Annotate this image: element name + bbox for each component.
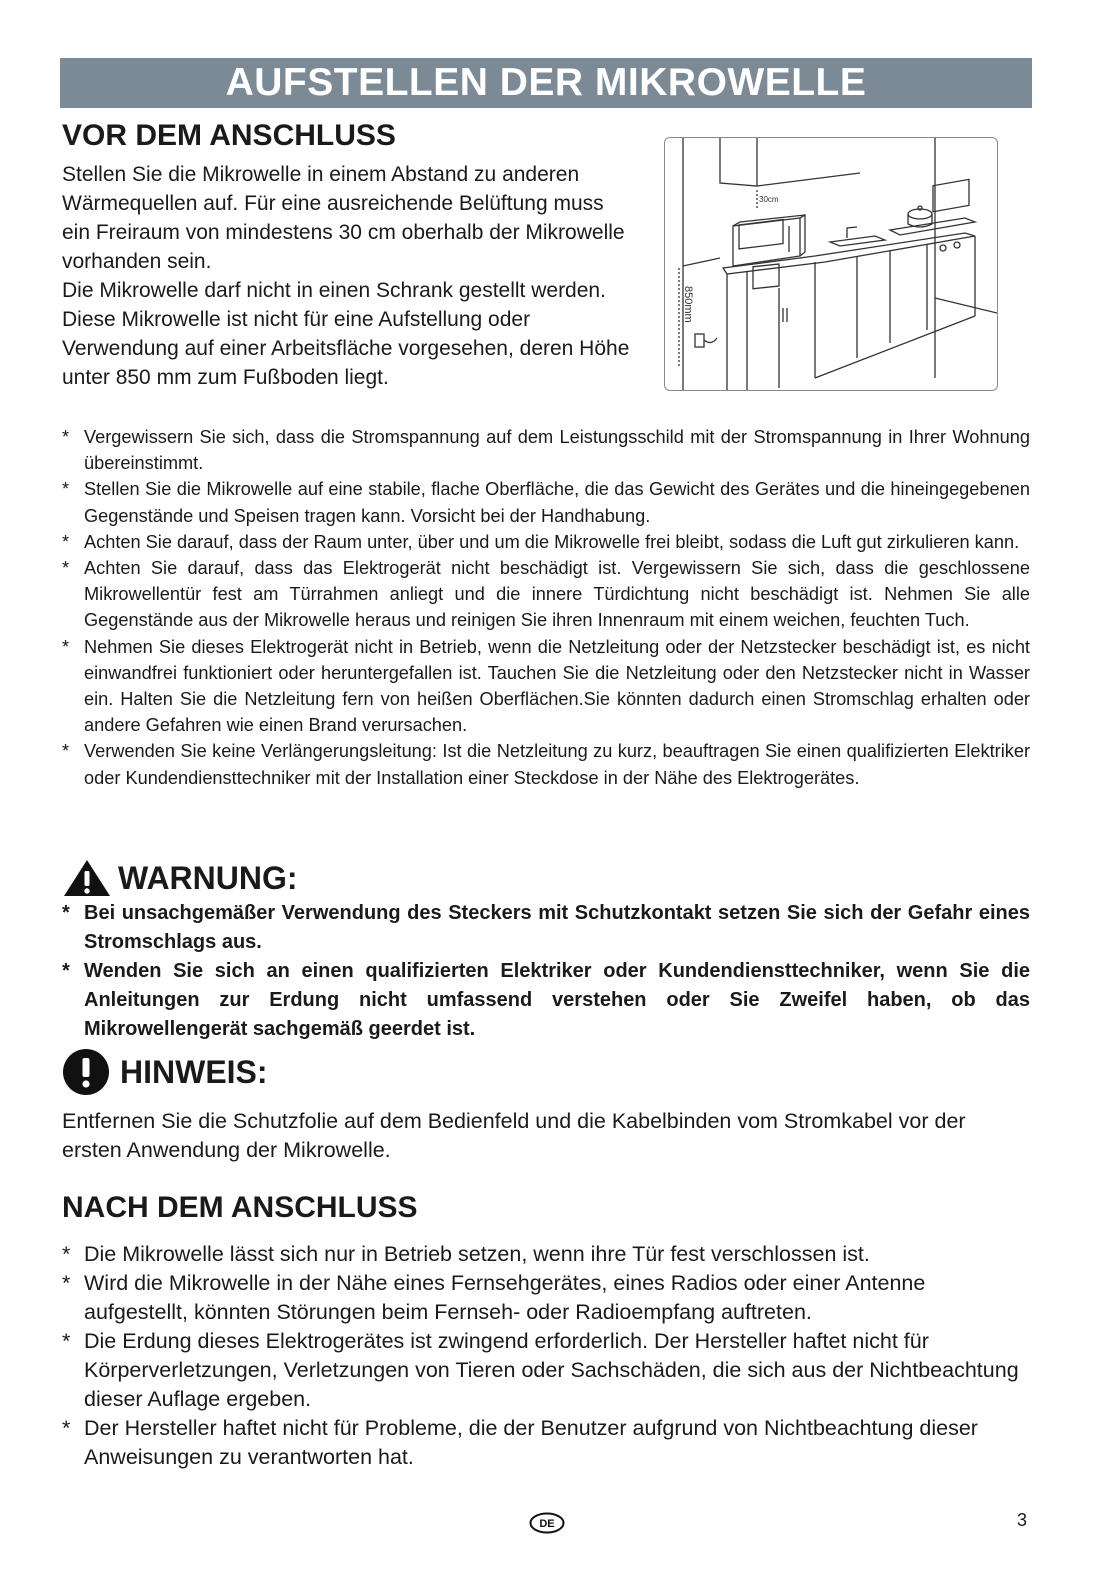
warning-heading: WARNUNG: (118, 860, 298, 896)
hint-heading-row (62, 1048, 268, 1096)
bullet-symbol: * (62, 1329, 71, 1353)
bullet-symbol: * (62, 1242, 71, 1266)
bullet-symbol: * (62, 427, 70, 447)
list-item (62, 634, 1030, 739)
list-item-text: Der Hersteller haftet nicht für Probleme, die der Benutzer aufgrund von Nichtbeachtung dieser Anweisungen zu verantworten hat. (84, 1416, 978, 1469)
list-item-text: Wird die Mikrowelle in der Nähe eines Fernsehgerätes, eines Radios oder einer Antenne aufgestellt, könnten Störungen beim Fernseh- oder Radioempfang auftreten. (84, 1271, 926, 1324)
list-item (62, 1414, 1030, 1472)
page-number: 3 (1017, 1510, 1028, 1530)
list-item (62, 899, 1030, 957)
list-item-text: Die Mikrowelle lässt sich nur in Betrieb setzen, wenn ihre Tür fest verschlossen ist. (84, 1242, 870, 1266)
bullet-symbol: * (62, 1416, 71, 1440)
section-heading-before: VOR DEM ANSCHLUSS (62, 119, 396, 152)
list-item-text: Nehmen Sie dieses Elektrogerät nicht in Betrieb, wenn die Netzleitung oder der Netzstecker beschädigt ist, es nicht einwandfrei funktioniert oder heruntergefallen ist. Tauchen Sie die Netzleitung oder den Netzstecker nicht in Wasser ein. Halten Sie die Netzleitung fern von heißen Oberflächen.Sie könnten dadurch einen Stromschlag erhalten oder andere Gefahren wie einen Brand verursachen. (84, 636, 1030, 736)
warning-list (62, 899, 1030, 1044)
bullet-symbol: * (62, 741, 70, 762)
precaution-list (62, 424, 1030, 791)
language-badge-text: DE (539, 1518, 555, 1530)
list-item (62, 555, 1030, 634)
list-item-text: Stellen Sie die Mikrowelle auf eine stabile, flache Oberfläche, die das Gewicht des Gerätes und die hineingegebenen Gegenstände und Speisen tragen kann. Vorsicht bei der Handhabung. (84, 479, 1030, 526)
exclamation-circle-icon (62, 1048, 110, 1096)
list-item (62, 1269, 1030, 1327)
kitchen-installation-illustration (664, 137, 998, 391)
list-item-text: Wenden Sie sich an einen qualifizierten Elektriker oder Kundendiensttechniker, wenn Sie die Anleitungen zur Erdung nicht umfassend verstehen oder Sie Zweifel haben, ob das Mikrowellengerät sachgemäß geerdet ist. (84, 960, 1030, 1040)
list-item (62, 424, 1030, 476)
hint-heading: HINWEIS: (120, 1054, 268, 1090)
warning-triangle-icon (62, 858, 112, 898)
page-title: AUFSTELLEN DER MIKROWELLE (60, 58, 1032, 108)
language-badge (529, 1512, 565, 1534)
list-item (62, 738, 1030, 790)
list-item (62, 529, 1030, 555)
bullet-symbol: * (62, 960, 70, 982)
list-item (62, 476, 1030, 528)
list-item-text: Achten Sie darauf, dass der Raum unter, über und um die Mikrowelle frei bleibt, sodass die Luft gut zirkulieren kann. (84, 531, 1020, 552)
bullet-symbol: * (62, 1271, 71, 1295)
list-item-text: Vergewissern Sie sich, dass die Stromspannung auf dem Leistungsschild mit der Stromspannung in Ihrer Wohnung übereinstimmt. (84, 427, 1030, 474)
intro-paragraph-2: Die Mikrowelle darf nicht in einen Schrank gestellt werden. Diese Mikrowelle ist nicht für eine Aufstellung oder Verwendung auf einer Arbeitsfläche vorgesehen, deren Höhe unter 850 mm zum Fußboden liegt. (62, 279, 630, 389)
list-item-text: Achten Sie darauf, dass das Elektrogerät nicht beschädigt ist. Vergewissern Sie sich, dass die geschlossene Mikrowellentür fest am Türrahmen anliegt und die innere Türdichtung nicht beschädigt ist. Nehmen Sie alle Gegenstände aus der Mikrowelle heraus und reinigen Sie ihren Innenraum mit einem weichen, feuchten Tuch. (84, 558, 1030, 631)
bullet-symbol: * (62, 902, 70, 924)
section-heading-after: NACH DEM ANSCHLUSS (62, 1191, 418, 1224)
clearance-dimension-label: 30cm (759, 195, 779, 204)
list-item-text: Bei unsachgemäßer Verwendung des Steckers mit Schutzkontakt setzen Sie sich der Gefahr eines Stromschlags aus. (84, 902, 1030, 953)
hint-text: Entfernen Sie die Schutzfolie auf dem Bedienfeld und die Kabelbinden vom Stromkabel vor der ersten Anwendung der Mikrowelle. (62, 1109, 966, 1162)
list-item-text: Die Erdung dieses Elektrogerätes ist zwingend erforderlich. Der Hersteller haftet nicht für Körperverletzungen, Verletzungen von Tieren oder Sachschäden, die sich aus der Nichtbeachtung dieser Auflage ergeben. (84, 1329, 1019, 1411)
list-item-text: Verwenden Sie keine Verlängerungsleitung: Ist die Netzleitung zu kurz, beauftragen Sie einen qualifizierten Elektriker oder Kundendiensttechniker mit der Installation einer Steckdose in der Nähe des Elektrogerätes. (84, 741, 1030, 788)
intro-text (62, 160, 632, 392)
list-item (62, 1240, 1030, 1269)
bullet-symbol: * (62, 479, 70, 500)
height-dimension-label: 850mm (682, 286, 694, 323)
list-item (62, 1327, 1030, 1414)
list-item (62, 957, 1030, 1044)
after-connection-list (62, 1240, 1030, 1472)
intro-paragraph-1: Stellen Sie die Mikrowelle in einem Abstand zu anderen Wärmequellen auf. Für eine ausreichende Belüftung muss ein Freiraum von mindestens 30 cm oberhalb der Mikrowelle vorhanden sein. (62, 163, 625, 273)
warning-heading-row (62, 858, 298, 898)
bullet-symbol: * (62, 558, 70, 579)
bullet-symbol: * (62, 636, 70, 657)
bullet-symbol: * (62, 531, 70, 552)
